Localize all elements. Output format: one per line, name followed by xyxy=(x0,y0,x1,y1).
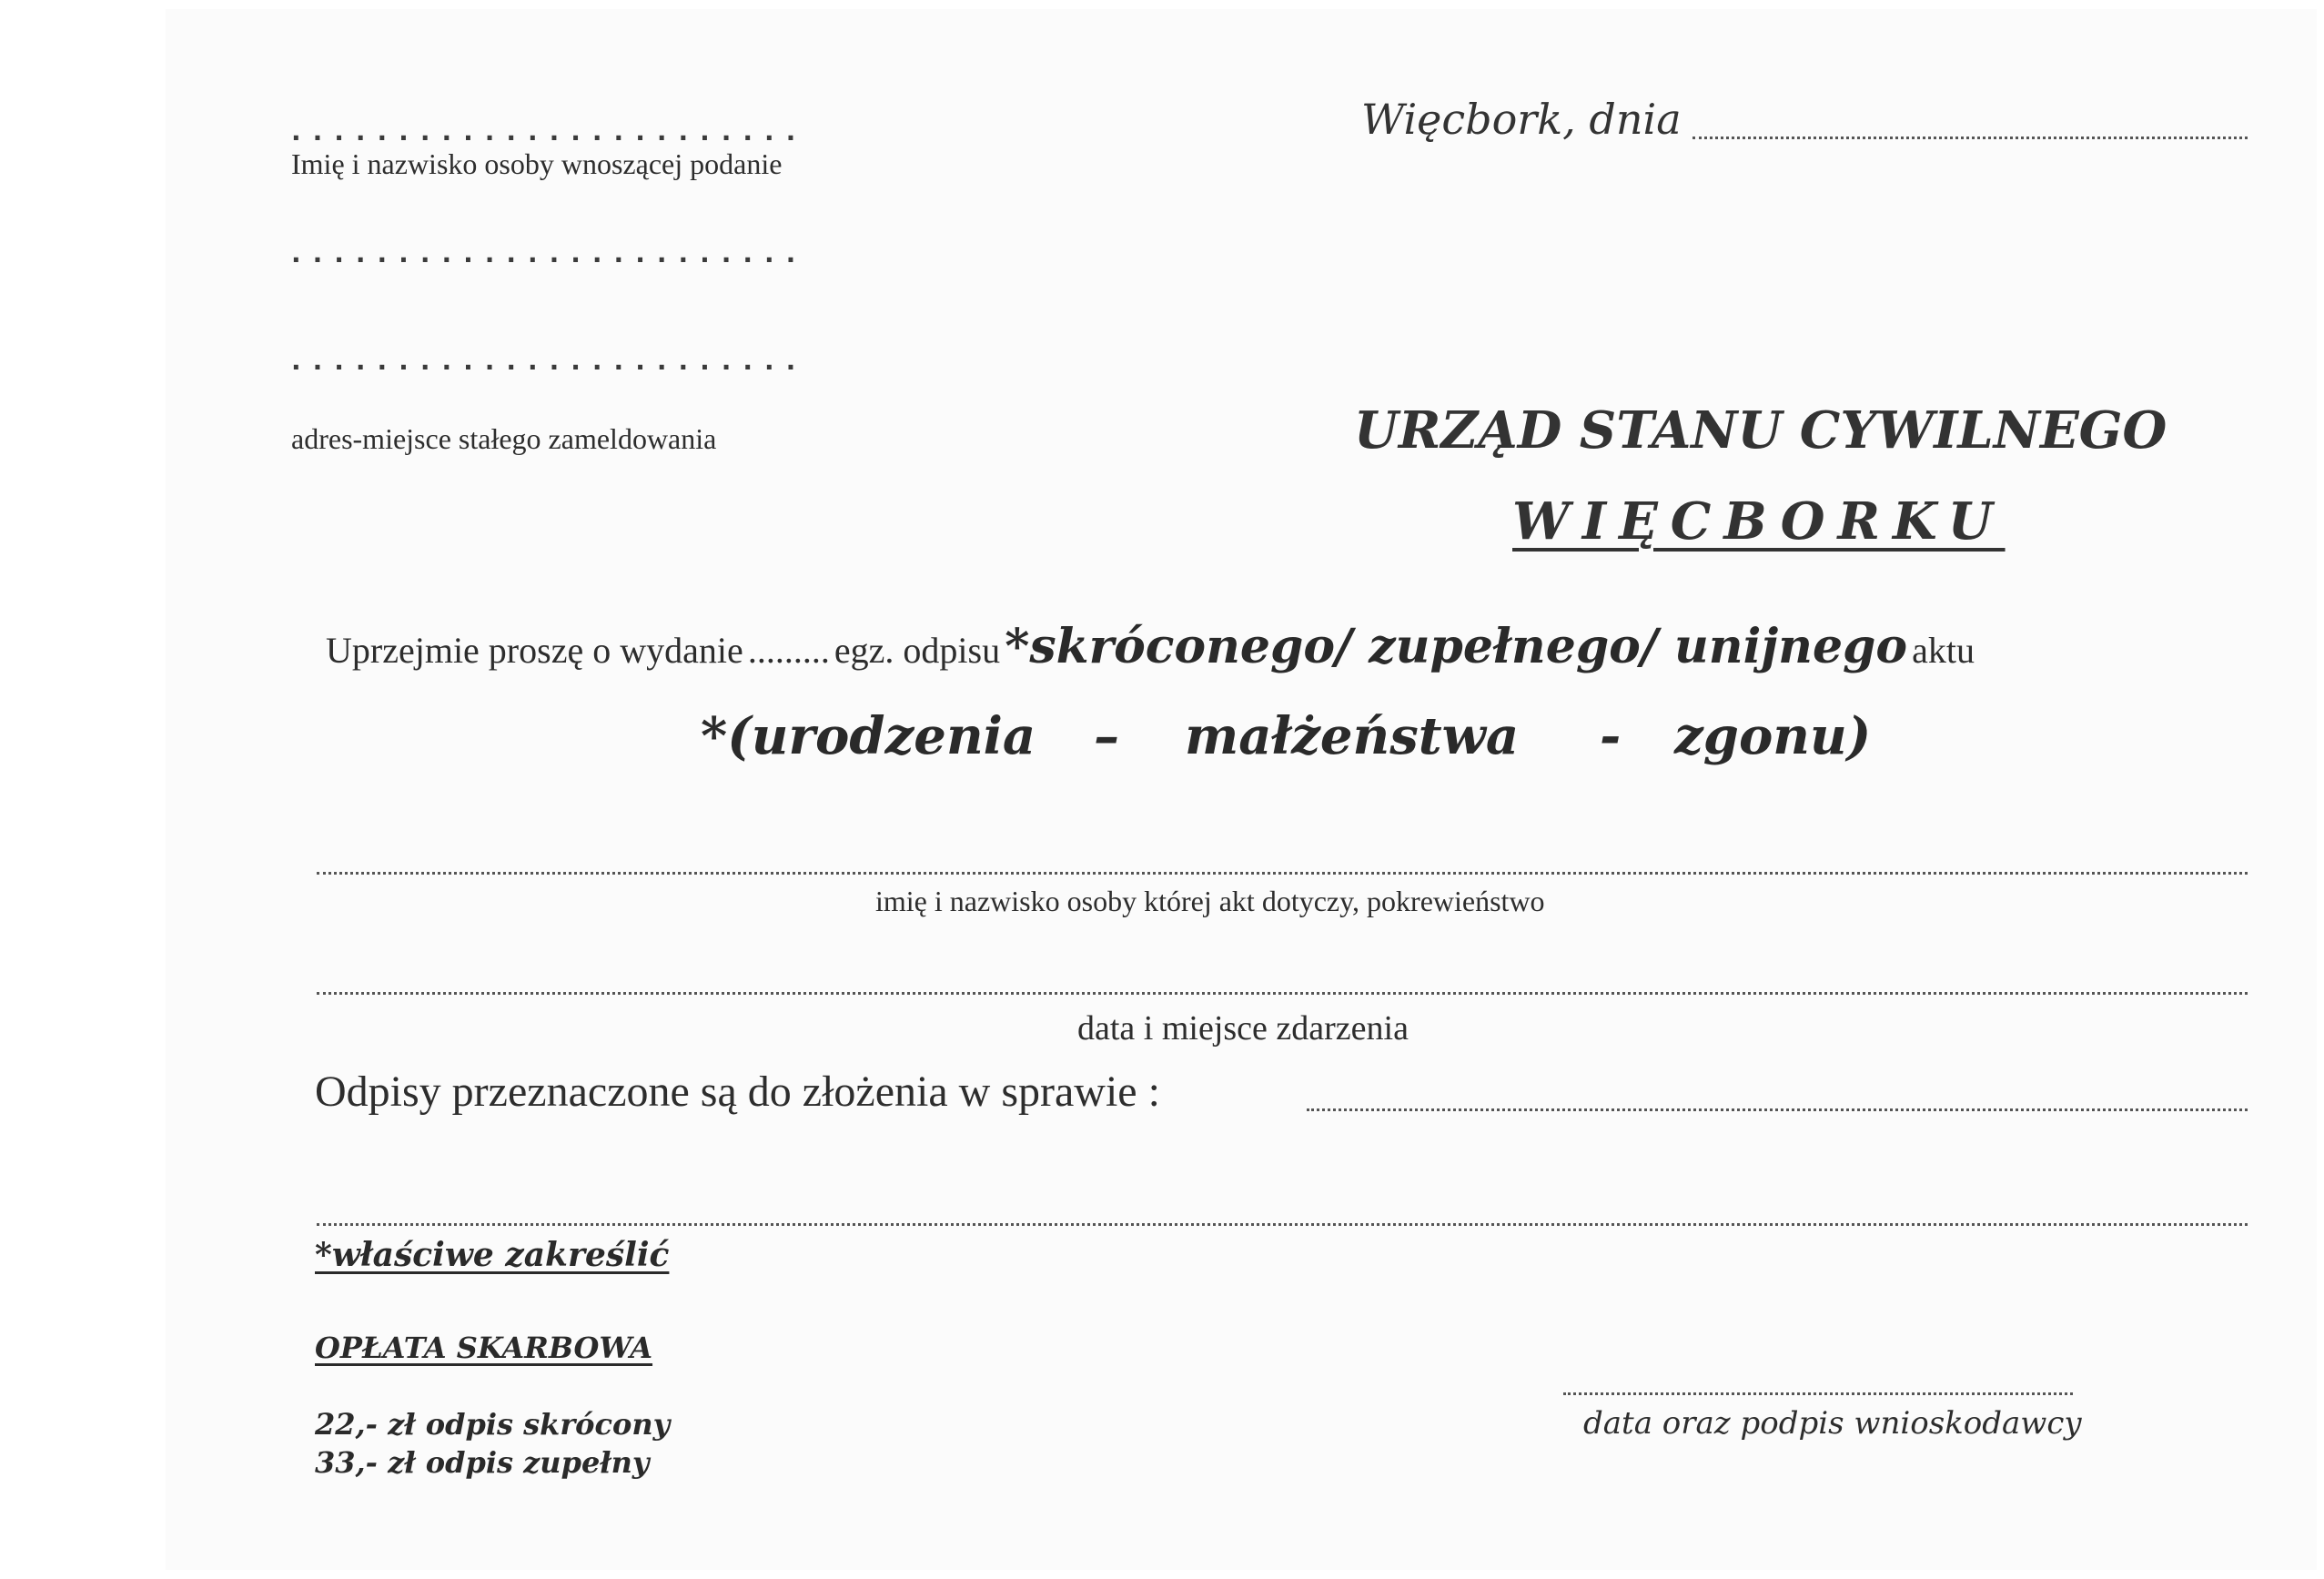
applicant-name-dots: ........................ xyxy=(291,116,808,147)
act-marriage[interactable]: małżeństwa xyxy=(1185,706,1520,766)
place-date-label: Więcbork, dnia xyxy=(1361,95,1682,144)
act-dash-2: - xyxy=(1600,706,1622,766)
purpose-label: Odpisy przeznaczone są do złożenia w sprawie : xyxy=(315,1068,1160,1116)
signature-field[interactable] xyxy=(1563,1392,2073,1395)
purpose-field[interactable] xyxy=(1307,1108,2248,1111)
person-field[interactable] xyxy=(317,872,2248,875)
office-city: WIĘCBORKU xyxy=(1512,491,2006,552)
person-caption: imię i nazwisko osoby której akt dotyczy, pokrewieństwo xyxy=(875,885,1545,917)
copies-count-field[interactable]: ......... xyxy=(747,630,830,671)
purpose-field-2[interactable] xyxy=(317,1223,2248,1226)
signature-caption: data oraz podpis wnioskodawcy xyxy=(1583,1405,2082,1442)
mark-note: *właściwe zakreślić xyxy=(315,1236,670,1274)
fee-short: 22,- zł odpis skrócony xyxy=(315,1407,671,1442)
event-caption: data i miejsce zdarzenia xyxy=(1077,1009,1409,1048)
date-field[interactable] xyxy=(1692,137,2248,139)
act-dash-1: – xyxy=(1094,706,1119,766)
applicant-name-caption: Imię i nazwisko osoby wnoszącej podanie xyxy=(291,147,783,180)
fee-full: 33,- zł odpis zupełny xyxy=(315,1445,650,1480)
fee-title: OPŁATA SKARBOWA xyxy=(315,1331,653,1365)
address-dots-2: ........................ xyxy=(291,346,808,376)
office-title: URZĄD STANU CYWILNEGO xyxy=(1354,400,2167,461)
request-text-end: aktu xyxy=(1912,630,1975,671)
act-birth[interactable]: *(urodzenia xyxy=(701,706,1036,766)
address-dots-1: ........................ xyxy=(291,238,808,268)
address-caption: adres-miejsce stałego zameldowania xyxy=(291,422,717,455)
request-line xyxy=(326,619,1975,674)
event-field[interactable] xyxy=(317,992,2248,995)
act-death[interactable]: zgonu) xyxy=(1674,706,1872,766)
copy-types[interactable]: *skróconego/ zupełnego/ unijnego xyxy=(1005,619,1908,674)
request-text-mid: egz. odpisu xyxy=(834,630,1001,671)
request-text-start: Uprzejmie proszę o wydanie xyxy=(326,630,743,671)
